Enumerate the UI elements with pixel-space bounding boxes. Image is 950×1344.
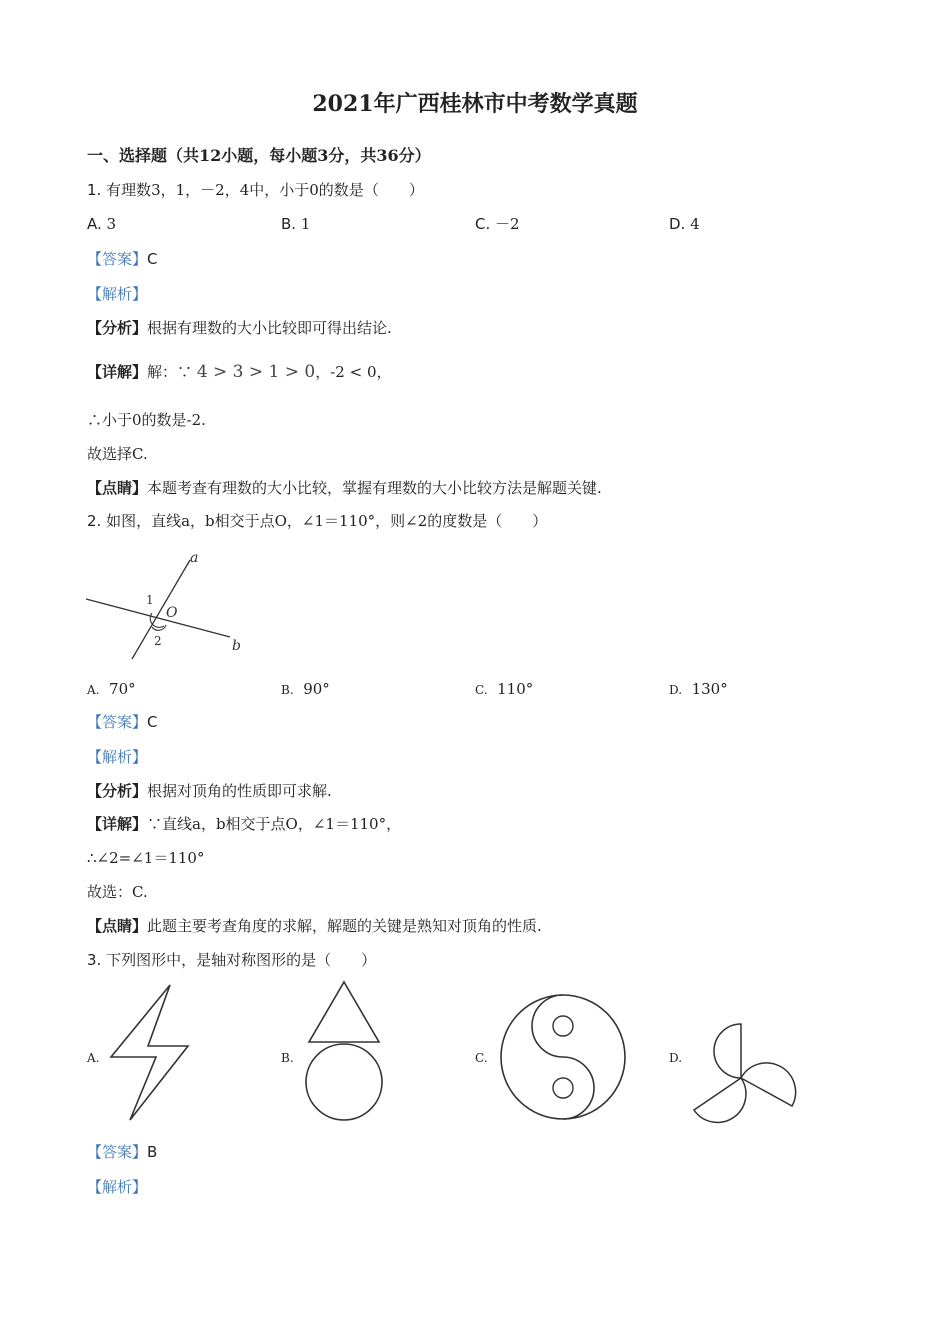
q1-option-c: C. －2 [475, 215, 520, 233]
page-title: 2021年广西桂林市中考数学真题 [312, 91, 638, 117]
lightning-bolt-figure [108, 982, 192, 1124]
q2-option-b: B. 90° [281, 680, 330, 698]
q1-option-a: A. 3 [87, 215, 117, 233]
q1-xiangjie: 【详解】解：∵ 4 > 3 > 1 > 0，-2 < 0， [87, 362, 392, 382]
label-b: b [232, 638, 241, 654]
pinwheel-figure [690, 1020, 800, 1124]
q2-therefore: ∴∠2=∠1＝110° [87, 849, 205, 867]
q1-option-d: D. 4 [669, 215, 700, 233]
q3-analysis-label: 【解析】 [87, 1178, 148, 1196]
q2-dianjing: 【点睛】此题主要考查角度的求解，解题的关键是熟知对顶角的性质. [87, 917, 542, 935]
section-heading: 一、选择题（共12小题，每小题3分，共36分） [87, 146, 431, 165]
q1-therefore: ∴小于0的数是-2. [87, 411, 206, 429]
label-a: a [190, 550, 199, 566]
line-b [86, 599, 230, 637]
q2-option-d: D. 130° [669, 680, 728, 698]
q3-answer: 【答案】B [87, 1143, 158, 1161]
q2-xiangjie: 【详解】∵直线a，b相交于点O，∠1＝110°， [87, 815, 402, 833]
q3-option-a-letter: A. [87, 1051, 100, 1065]
q1-analysis-label: 【解析】 [87, 285, 148, 303]
q1-fenxi: 【分析】根据有理数的大小比较即可得出结论. [87, 319, 392, 337]
question-1 [87, 180, 424, 200]
label-angle-2: 2 [154, 634, 162, 648]
triangle-over-circle-figure [302, 979, 388, 1125]
q1-answer: 【答案】C [87, 250, 158, 268]
question-text: 如图，直线a，b相交于点O，∠1＝110°，则∠2的度数是（ ） [106, 512, 548, 530]
q2-choose: 故选：C. [87, 883, 148, 901]
question-number: 3. [87, 951, 102, 969]
q3-option-b-letter: B. [281, 1051, 294, 1065]
q1-inequality: 4 > 3 > 1 > 0 [196, 362, 316, 382]
q2-answer: 【答案】C [87, 713, 158, 731]
q3-option-c-letter: C. [475, 1051, 488, 1065]
q2-analysis-label: 【解析】 [87, 748, 148, 766]
q2-fenxi: 【分析】根据对顶角的性质即可求解. [87, 782, 332, 800]
q2-option-a: A. 70° [87, 680, 136, 698]
question-text: 下列图形中，是轴对称图形的是（ ） [106, 951, 377, 969]
question-number: 1. [87, 181, 102, 199]
label-o: O [166, 605, 178, 621]
q2-intersecting-lines-figure [84, 545, 254, 665]
q1-dianjing: 【点睛】本题考查有理数的大小比较，掌握有理数的大小比较方法是解题关键. [87, 479, 602, 497]
label-angle-1: 1 [146, 593, 154, 607]
question-text: 有理数3，1，－2，4中，小于0的数是（ ） [106, 181, 424, 199]
question-2 [87, 511, 547, 531]
q3-option-d-letter: D. [669, 1051, 683, 1065]
q1-choose: 故选择C. [87, 445, 148, 463]
q2-option-c: C. 110° [475, 680, 534, 698]
question-3 [87, 950, 376, 970]
question-number: 2. [87, 512, 102, 530]
q1-option-b: B. 1 [281, 215, 311, 233]
yin-yang-figure [497, 991, 629, 1123]
